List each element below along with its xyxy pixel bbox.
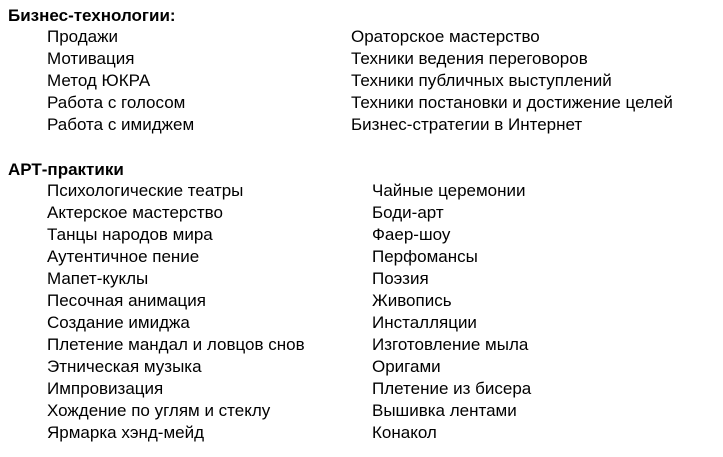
section-heading-business: Бизнес-технологии: — [8, 6, 176, 25]
list-item: Танцы народов мира — [47, 225, 213, 244]
list-item: Аутентичное пение — [47, 247, 200, 266]
list-item: Плетение мандал и ловцов снов — [47, 335, 305, 354]
section-heading-art: АРТ-практики — [8, 160, 124, 179]
list-item: Метод ЮКРА — [47, 71, 151, 90]
list-item: Чайные церемонии — [372, 181, 526, 200]
art-list-left — [47, 180, 305, 444]
list-item: Техники публичных выступлений — [351, 71, 612, 90]
list-item: Мотивация — [47, 49, 135, 68]
list-item: Вышивка лентами — [372, 401, 517, 420]
list-item: Этническая музыка — [47, 357, 202, 376]
art-list-right — [372, 180, 531, 444]
list-item: Работа с голосом — [47, 93, 186, 112]
list-item: Ораторское мастерство — [351, 27, 540, 46]
list-item: Хождение по углям и стеклу — [47, 401, 271, 420]
list-item: Бизнес-стратегии в Интернет — [351, 115, 583, 134]
list-item: Импровизация — [47, 379, 164, 398]
list-item: Поэзия — [372, 269, 429, 288]
list-item: Техники ведения переговоров — [351, 49, 588, 68]
list-item: Конакол — [372, 423, 437, 442]
list-item: Инсталляции — [372, 313, 477, 332]
list-item: Ярмарка хэнд-мейд — [47, 423, 205, 442]
list-item: Оригами — [372, 357, 441, 376]
list-item: Создание имиджа — [47, 313, 190, 332]
list-item: Плетение из бисера — [372, 379, 532, 398]
list-item: Боди-арт — [372, 203, 444, 222]
business-list-left — [47, 26, 194, 136]
list-item: Изготовление мыла — [372, 335, 529, 354]
list-item: Продажи — [47, 27, 118, 46]
list-item: Работа с имиджем — [47, 115, 195, 134]
list-item: Актерское мастерство — [47, 203, 223, 222]
list-item: Мапет-куклы — [47, 269, 149, 288]
list-item: Техники постановки и достижение целей — [351, 93, 673, 112]
list-item: Перфомансы — [372, 247, 478, 266]
list-item: Песочная анимация — [47, 291, 206, 310]
list-item: Психологические театры — [47, 181, 244, 200]
list-item: Фаер-шоу — [372, 225, 451, 244]
business-list-right — [351, 26, 673, 136]
list-item: Живопись — [372, 291, 452, 310]
